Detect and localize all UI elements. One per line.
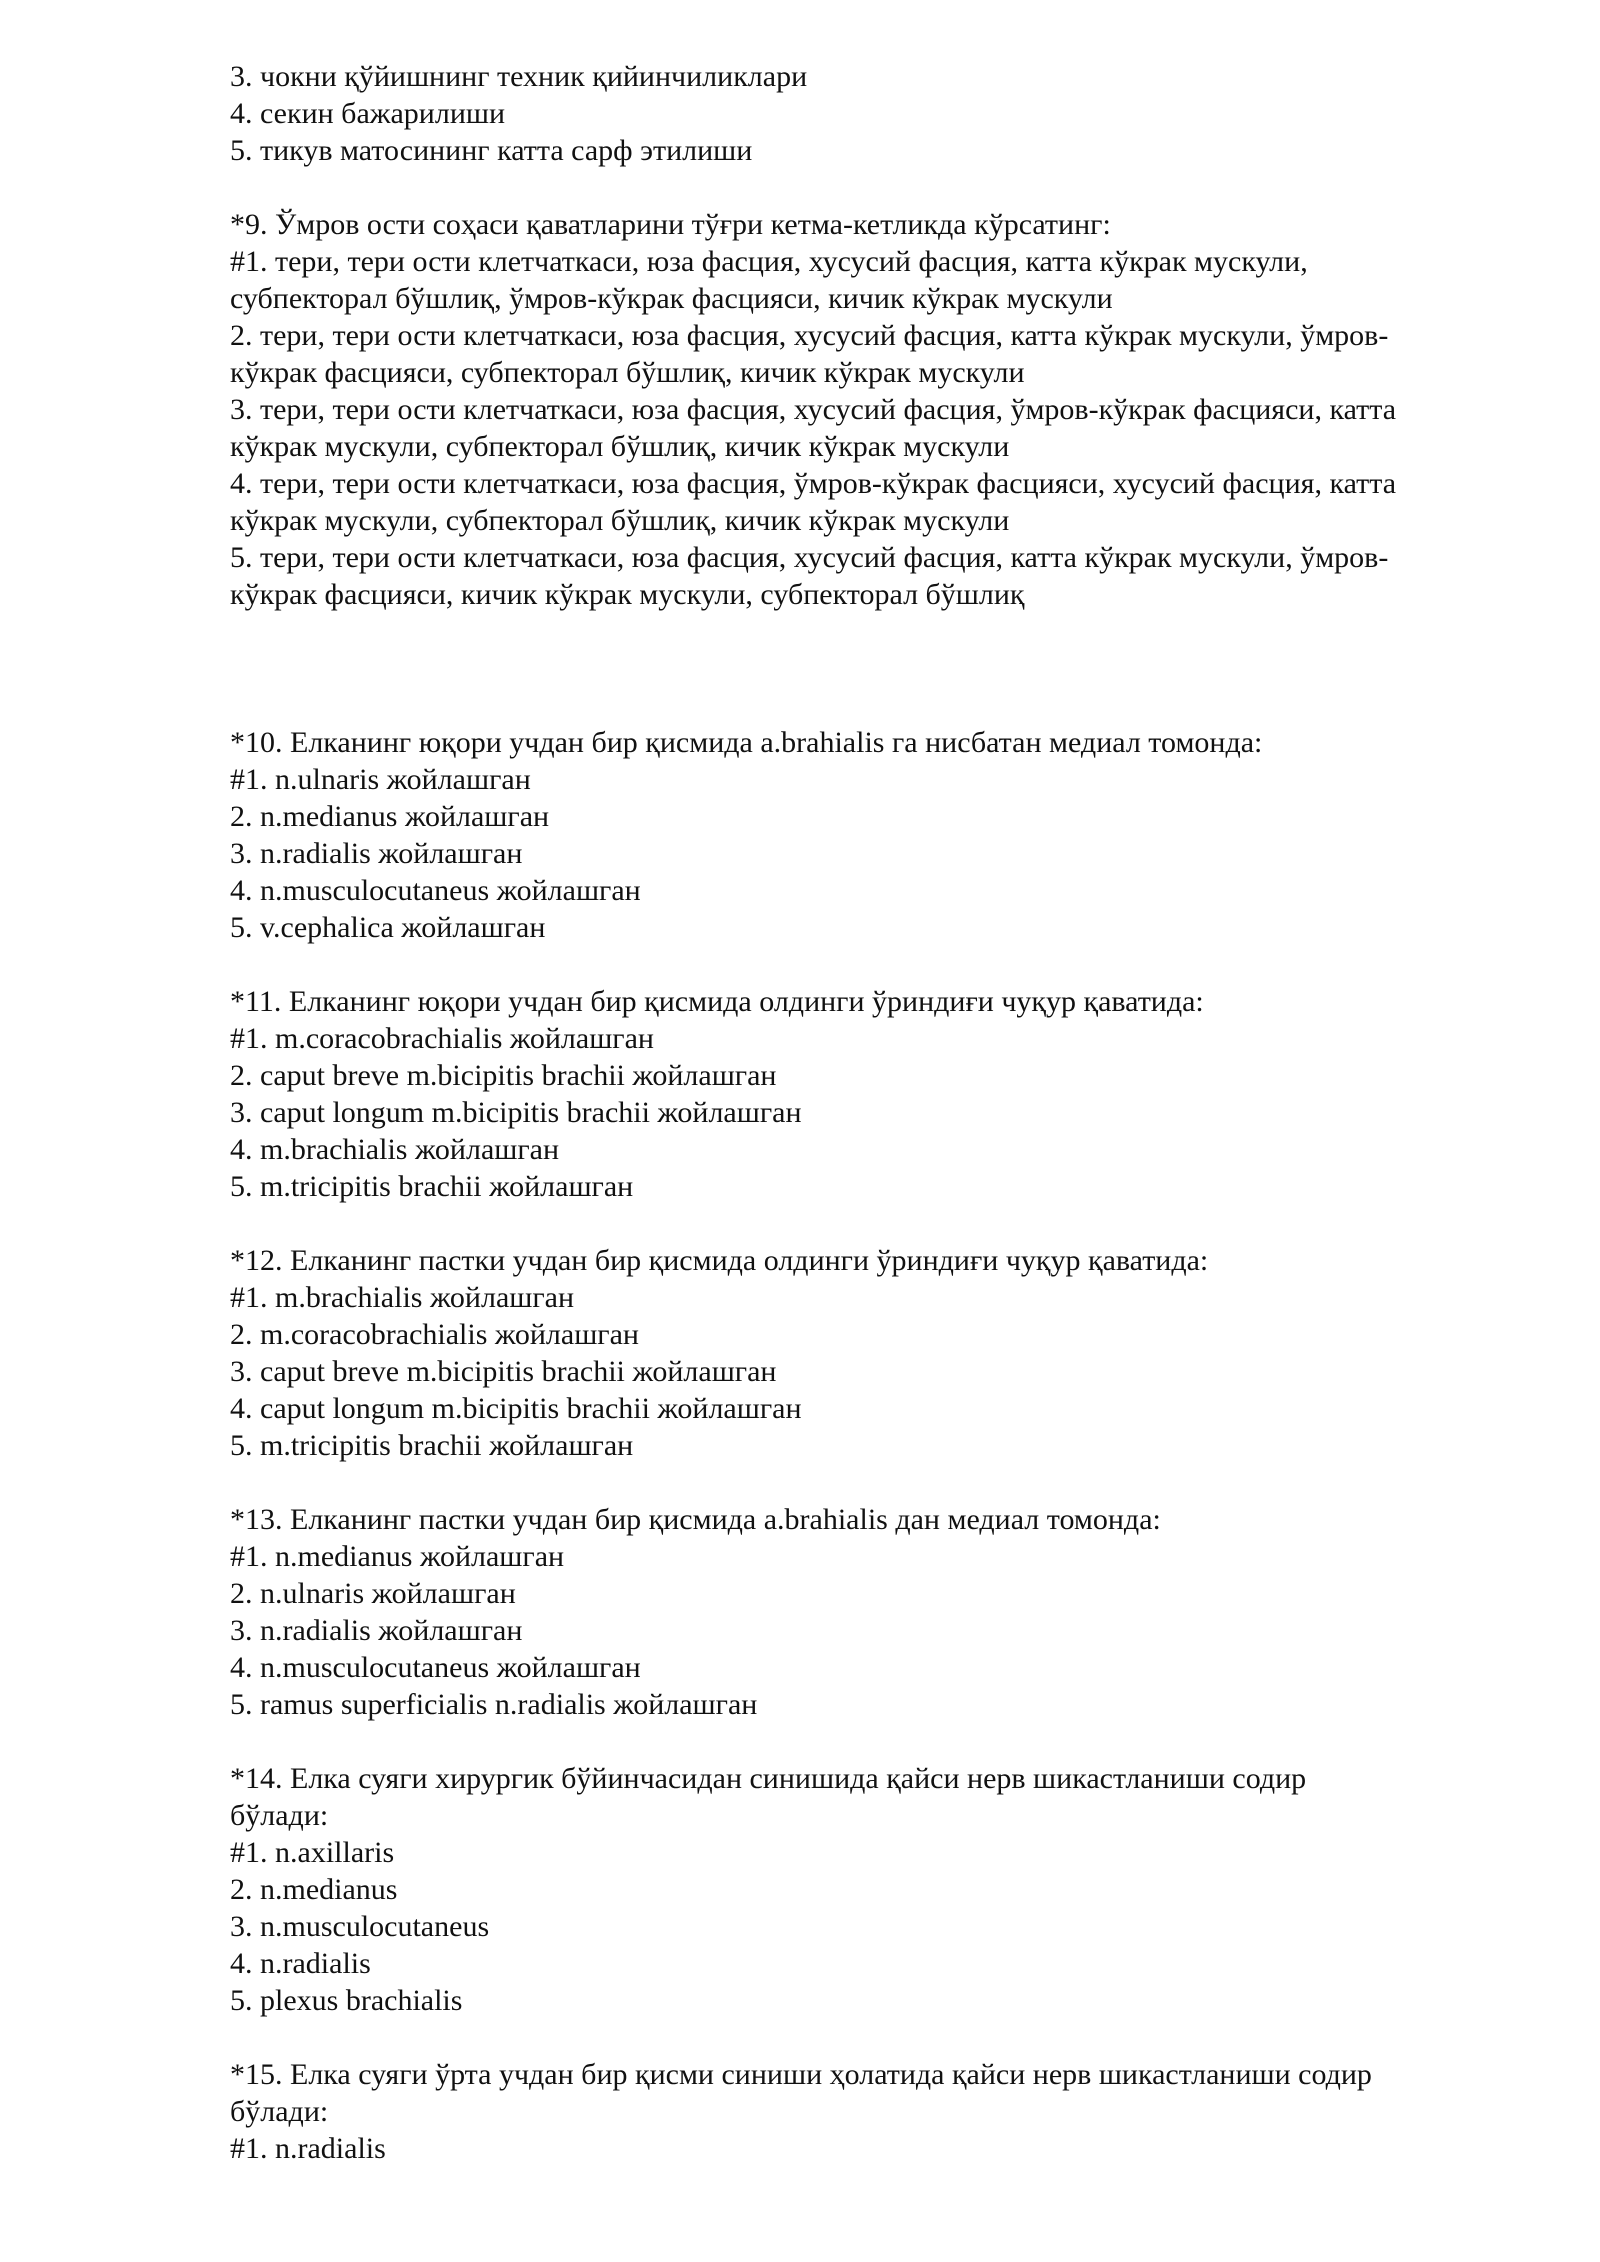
option-line: кўкрак мускули, субпекторал бўшлиқ, кичик кўкрак мускули: [230, 430, 1010, 463]
option-line: 3. чокни қўйишнинг техник қийинчиликлари: [230, 60, 808, 93]
option-line: субпекторал бўшлиқ, ўмров-кўкрак фасцияси, кичик кўкрак мускули: [230, 282, 1113, 315]
option-line: #1. m.brachialis жойлашган: [230, 1281, 575, 1314]
option-line: 4. n.musculocutaneus жойлашган: [230, 874, 641, 907]
option-line: 5. plexus brachialis: [230, 1984, 463, 2017]
question-text: бўлади:: [230, 2095, 329, 2128]
question-15: [230, 2056, 1530, 2167]
previous-question-options: [230, 58, 1530, 169]
option-line: 2. n.medianus: [230, 1873, 398, 1906]
option-line: #1. тери, тери ости клетчаткаси, юза фасция, хусусий фасция, катта кўкрак мускули,: [230, 245, 1308, 278]
blank-line: [230, 169, 1530, 206]
option-line: #1. n.ulnaris жойлашган: [230, 763, 531, 796]
option-line: кўкрак фасцияси, кичик кўкрак мускули, субпекторал бўшлиқ: [230, 578, 1025, 611]
option-line: 2. n.ulnaris жойлашган: [230, 1577, 516, 1610]
question-text: *14. Елка суяги хирургик бўйинчасидан синишида қайси нерв шикастланиши содир: [230, 1762, 1307, 1795]
question-text: *9. Ўмров ости соҳаси қаватларини тўғри кетма-кетликда кўрсатинг:: [230, 208, 1111, 241]
option-line: 3. n.radialis жойлашган: [230, 1614, 523, 1647]
blank-line: [230, 1723, 1530, 1760]
blank-lines: [230, 613, 1530, 724]
option-line: 5. тикув матосининг катта сарф этилиши: [230, 134, 753, 167]
option-line: 4. n.musculocutaneus жойлашган: [230, 1651, 641, 1684]
option-line: 2. n.medianus жойлашган: [230, 800, 550, 833]
option-line: 2. m.coracobrachialis жойлашган: [230, 1318, 639, 1351]
question-12: [230, 1242, 1530, 1464]
option-line: 3. caput breve m.bicipitis brachii жойлашган: [230, 1355, 777, 1388]
question-text: *13. Елканинг пастки учдан бир қисмида a.brahialis дан медиал томонда:: [230, 1503, 1161, 1536]
option-line: #1. n.axillaris: [230, 1836, 395, 1869]
option-line: 3. caput longum m.bicipitis brachii жойлашган: [230, 1096, 802, 1129]
question-text: бўлади:: [230, 1799, 329, 1832]
question-text: *12. Елканинг пастки учдан бир қисмида олдинги ўриндиғи чуқур қаватида:: [230, 1244, 1209, 1277]
question-text: *11. Елканинг юқори учдан бир қисмида олдинги ўриндиғи чуқур қаватида:: [230, 985, 1204, 1018]
option-line: 4. тери, тери ости клетчаткаси, юза фасция, ўмров-кўкрак фасцияси, хусусий фасция, катта: [230, 467, 1397, 500]
question-13: [230, 1501, 1530, 1723]
question-text: *10. Елканинг юқори учдан бир қисмида a.brahialis га нисбатан медиал томонда:: [230, 726, 1263, 759]
option-line: 2. тери, тери ости клетчаткаси, юза фасция, хусусий фасция, катта кўкрак мускули, ўмров-: [230, 319, 1389, 352]
option-line: 2. caput breve m.bicipitis brachii жойлашган: [230, 1059, 777, 1092]
option-line: 4. caput longum m.bicipitis brachii жойлашган: [230, 1392, 802, 1425]
option-line: 5. ramus superficialis n.radialis жойлашган: [230, 1688, 758, 1721]
option-line: 4. m.brachialis жойлашган: [230, 1133, 560, 1166]
question-11: [230, 983, 1530, 1205]
question-text: *15. Елка суяги ўрта учдан бир қисми синиши ҳолатида қайси нерв шикастланиши содир: [230, 2058, 1372, 2091]
option-line: 4. секин бажарилиши: [230, 97, 506, 130]
option-line: 3. n.radialis жойлашган: [230, 837, 523, 870]
blank-line: [230, 2019, 1530, 2056]
option-line: 4. n.radialis: [230, 1947, 371, 1980]
option-line: 5. m.tricipitis brachii жойлашган: [230, 1170, 634, 1203]
question-10: [230, 724, 1530, 946]
option-line: 3. n.musculocutaneus: [230, 1910, 490, 1943]
blank-line: [230, 1205, 1530, 1242]
option-line: кўкрак мускули, субпекторал бўшлиқ, кичик кўкрак мускули: [230, 504, 1010, 537]
option-line: кўкрак фасцияси, субпекторал бўшлиқ, кичик кўкрак мускули: [230, 356, 1025, 389]
option-line: #1. m.coracobrachialis жойлашган: [230, 1022, 654, 1055]
option-line: 5. m.tricipitis brachii жойлашган: [230, 1429, 634, 1462]
blank-line: [230, 946, 1530, 983]
blank-line: [230, 1464, 1530, 1501]
document-page: [230, 58, 1530, 2167]
question-14: [230, 1760, 1530, 2019]
question-9: [230, 206, 1530, 613]
option-line: 3. тери, тери ости клетчаткаси, юза фасция, хусусий фасция, ўмров-кўкрак фасцияси, катта: [230, 393, 1397, 426]
option-line: 5. v.cephalica жойлашган: [230, 911, 546, 944]
option-line: #1. n.medianus жойлашган: [230, 1540, 565, 1573]
option-line: 5. тери, тери ости клетчаткаси, юза фасция, хусусий фасция, катта кўкрак мускули, ўмров-: [230, 541, 1389, 574]
option-line: #1. n.radialis: [230, 2132, 386, 2165]
